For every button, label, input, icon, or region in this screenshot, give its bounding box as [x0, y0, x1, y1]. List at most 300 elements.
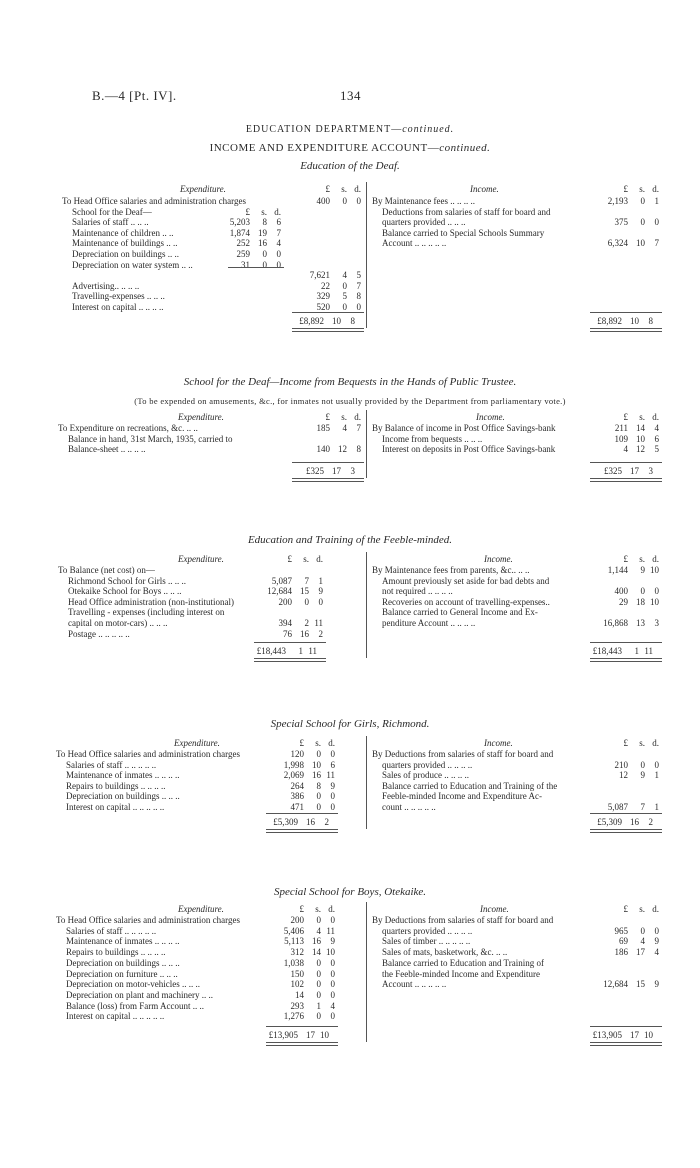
expenditure-amount-shillings: 0 — [304, 596, 309, 607]
income-amount-pounds: 210 — [614, 759, 628, 770]
income-amount-pence: 0 — [654, 925, 659, 936]
expenditure-total-pounds: £8,892 — [299, 316, 324, 326]
income-total-rule — [590, 1026, 662, 1027]
expenditure-amount-shillings: 14 — [312, 947, 321, 958]
expenditure-item: Richmond School for Girls .. .. .. — [68, 575, 186, 586]
income-heading: Income. — [484, 738, 513, 748]
department-continued: continued. — [402, 124, 455, 135]
income-amount-pence: 1 — [654, 770, 659, 781]
expenditure-amount-pounds: 140 — [316, 444, 330, 455]
expenditure-total-pence: 2 — [324, 817, 329, 827]
income-amount-shillings: 14 — [636, 423, 645, 433]
subtotal-amount — [216, 217, 281, 227]
income-amount-shillings: 10 — [636, 238, 645, 249]
subtotal-amount-pence: 4 — [276, 238, 281, 249]
expenditure-amount-pence: 0 — [318, 596, 323, 607]
income-amount-pence: 1 — [654, 802, 659, 812]
income-total-shillings: 17 — [630, 1030, 639, 1040]
expenditure-amount — [270, 1011, 335, 1021]
section-title: School for the Deaf—Income from Bequests in the Hands of Public Trustee. — [183, 376, 517, 388]
income-column-heads-pounds: £ — [623, 738, 628, 748]
income-column-heads-pence: d. — [652, 554, 659, 564]
expenditure-item: Maintenance of children .. .. — [72, 227, 174, 238]
expenditure-amount-pence: 0 — [330, 979, 335, 990]
income-item: Sales of timber .. .. .. .. .. — [382, 936, 471, 947]
expenditure-total-shillings: 17 — [332, 466, 341, 476]
expenditure-amount — [270, 781, 335, 791]
expenditure-column-heads-shillings: s. — [341, 184, 347, 194]
income-total-rule — [590, 312, 662, 313]
income-column-heads-pence: d. — [652, 184, 659, 194]
expenditure-amount-shillings: 0 — [316, 968, 321, 979]
expenditure-item: To Balance (net cost) on— — [58, 565, 155, 575]
income-item: Deductions from salaries of staff for board and — [382, 206, 551, 217]
income-total-double-rule — [590, 328, 662, 332]
expenditure-item: Repairs to buildings .. .. .. .. — [66, 780, 166, 791]
income-amount — [594, 947, 659, 957]
expenditure-amount-pounds: 264 — [290, 780, 304, 791]
expenditure-amount-pence: 7 — [356, 280, 361, 291]
expenditure-amount-pence: 6 — [330, 759, 335, 770]
income-amount — [594, 586, 659, 596]
income-column-heads-pence: d. — [652, 412, 659, 422]
subtotal-amount-pounds: 252 — [236, 238, 250, 249]
expenditure-amount — [270, 926, 335, 936]
income-total-shillings: 10 — [630, 316, 639, 326]
expenditure-amount — [296, 302, 361, 312]
income-amount-pence: 10 — [650, 596, 659, 607]
expenditure-item: Balance (loss) from Farm Account .. .. — [66, 1000, 204, 1011]
expenditure-total-double-rule — [292, 328, 364, 332]
income-item: Income from bequests .. .. .. — [382, 433, 483, 444]
expenditure-amount-pence: 8 — [356, 291, 361, 302]
expenditure-total-pence: 8 — [350, 316, 355, 326]
expenditure-item: Interest on capital .. .. .. .. .. — [66, 1011, 165, 1022]
expenditure-amount-pence: 10 — [326, 947, 335, 958]
income-item: not required .. .. .. .. — [382, 586, 453, 597]
income-amount-shillings: 15 — [636, 979, 645, 990]
expenditure-item: Interest on capital .. .. .. .. .. — [66, 802, 165, 812]
expenditure-amount-pence: 1 — [318, 575, 323, 586]
expenditure-amount-shillings: 7 — [304, 575, 309, 586]
income-item: By Deductions from salaries of staff for board and — [372, 749, 554, 759]
expenditure-total-shillings: 1 — [298, 646, 303, 656]
section-title: Special School for Boys, Otekaike. — [273, 886, 427, 898]
income-item: quarters provided .. .. .. .. — [382, 925, 473, 936]
income-item: Balance carried to Special Schools Summary — [382, 227, 545, 238]
income-item: Feeble-minded Income and Expenditure Ac- — [382, 791, 542, 802]
expenditure-amount-shillings: 4 — [342, 423, 347, 433]
expenditure-amount-pounds: 312 — [290, 947, 304, 958]
expenditure-amount-pence: 0 — [330, 989, 335, 1000]
subtotal-amount-shillings: 19 — [258, 227, 267, 238]
expenditure-item: Maintenance of buildings .. .. — [72, 238, 178, 249]
expenditure-total-shillings: 17 — [306, 1030, 315, 1040]
expenditure-column-heads-pounds: £ — [287, 554, 292, 564]
expenditure-total-pence: 11 — [308, 646, 317, 656]
section-title: Education of the Deaf. — [300, 160, 400, 172]
expenditure-column-heads-pounds: £ — [325, 412, 330, 422]
expenditure-total-rule — [266, 1026, 338, 1027]
expenditure-amount-pence: 0 — [330, 749, 335, 759]
income-item: Sales of mats, basketwork, &c. .. .. — [382, 947, 508, 958]
expenditure-item: Depreciation on buildings .. .. — [72, 249, 179, 259]
expenditure-item: Head Office administration (non-institutional) — [68, 596, 235, 607]
income-column-heads-shillings: s. — [639, 412, 645, 422]
income-total-pounds: £5,309 — [597, 817, 622, 827]
income-amount-shillings: 0 — [640, 217, 645, 228]
income-amount — [594, 434, 659, 444]
subtotal-amount-shillings: 0 — [262, 259, 267, 270]
expenditure-amount-pence: 0 — [330, 915, 335, 925]
expenditure-amount-shillings: 0 — [316, 915, 321, 925]
expenditure-amount — [270, 770, 335, 780]
expenditure-item: Repairs to buildings .. .. .. .. — [66, 947, 166, 958]
income-amount-pence: 10 — [650, 565, 659, 575]
income-column-heads-pounds: £ — [623, 412, 628, 422]
expenditure-amount-shillings: 0 — [316, 749, 321, 759]
income-amount-pounds: 12,684 — [603, 979, 628, 990]
expenditure-amount-shillings: 0 — [316, 989, 321, 1000]
income-amount-pounds: 16,868 — [603, 618, 628, 628]
page-reference: B.—4 [Pt. IV]. — [92, 88, 177, 103]
income-item: count .. .. .. .. .. — [382, 802, 436, 812]
page-number: 134 — [340, 88, 361, 103]
income-amount-pence: 4 — [654, 423, 659, 433]
expenditure-column-heads-pence: d. — [316, 554, 323, 564]
income-column-heads — [594, 412, 659, 422]
column-divider — [366, 182, 367, 328]
income-amount-pounds: 400 — [614, 586, 628, 597]
expenditure-item: Maintenance of inmates .. .. .. .. — [66, 770, 180, 781]
income-amount — [594, 802, 659, 812]
column-divider — [366, 552, 367, 658]
income-total-double-rule — [590, 1042, 662, 1046]
expenditure-amount-pounds: 471 — [290, 802, 304, 812]
expenditure-heading: Expenditure. — [178, 554, 224, 564]
income-item: quarters provided .. .. .. .. — [382, 759, 473, 770]
expenditure-item: Depreciation on buildings .. .. .. — [66, 791, 180, 802]
column-divider — [366, 736, 367, 829]
department-title: EDUCATION DEPARTMENT— — [245, 124, 403, 135]
subcolumn-heads-shillings: s. — [261, 206, 267, 217]
income-amount — [594, 217, 659, 227]
expenditure-column-heads-pence: d. — [328, 738, 335, 748]
expenditure-amount-shillings: 16 — [312, 936, 321, 947]
income-amount-pence: 0 — [654, 217, 659, 228]
expenditure-amount-shillings: 2 — [304, 618, 309, 628]
expenditure-amount — [296, 444, 361, 454]
expenditure-amount-shillings: 0 — [342, 302, 347, 312]
income-amount — [594, 936, 659, 946]
expenditure-amount — [270, 915, 335, 925]
expenditure-item: Depreciation on buildings .. .. .. — [66, 957, 180, 968]
expenditure-column-heads-pounds: £ — [299, 738, 304, 748]
income-amount — [594, 238, 659, 248]
expenditure-item: Balance-sheet .. .. .. .. — [68, 444, 146, 455]
income-amount-shillings: 12 — [636, 444, 645, 455]
expenditure-total-double-rule — [254, 658, 326, 662]
income-amount-shillings: 7 — [640, 802, 645, 812]
expenditure-amount-pence: 11 — [314, 618, 323, 628]
expenditure-total — [290, 316, 355, 326]
expenditure-amount-shillings: 0 — [316, 802, 321, 812]
expenditure-amount — [270, 760, 335, 770]
expenditure-amount — [258, 629, 323, 639]
income-total — [588, 466, 653, 476]
subtotal-amount-shillings: 8 — [262, 217, 267, 228]
subtotal-rule — [228, 267, 284, 268]
expenditure-amount — [270, 791, 335, 801]
expenditure-item: Salaries of staff .. .. .. .. .. — [66, 925, 157, 936]
expenditure-item: School for the Deaf— — [72, 206, 152, 217]
income-total-pence: 11 — [644, 646, 653, 656]
expenditure-amount-pence: 8 — [356, 444, 361, 455]
expenditure-amount-pence: 9 — [330, 780, 335, 791]
income-item: Account .. .. .. .. .. — [382, 238, 447, 249]
expenditure-amount-pounds: 394 — [278, 618, 292, 628]
income-item: Recoveries on account of travelling-expenses.. — [382, 596, 550, 607]
expenditure-amount-pounds: 1,998 — [283, 759, 304, 770]
expenditure-item: Maintenance of inmates .. .. .. .. — [66, 936, 180, 947]
expenditure-total-shillings: 10 — [332, 316, 341, 326]
income-item: By Maintenance fees .. .. .. .. — [372, 196, 475, 206]
subtotal-amount-pence: 0 — [276, 259, 281, 270]
expenditure-amount-pounds: 5,087 — [271, 575, 292, 586]
income-heading: Income. — [480, 904, 509, 914]
expenditure-amount — [270, 947, 335, 957]
income-amount — [594, 444, 659, 454]
income-total-pence: 2 — [648, 817, 653, 827]
income-total-rule — [590, 642, 662, 643]
income-amount-pounds: 5,087 — [607, 802, 628, 812]
expenditure-item: Depreciation on plant and machinery .. .. — [66, 989, 213, 1000]
expenditure-amount-pounds: 2,069 — [283, 770, 304, 781]
subtotal-amount-pounds: 31 — [241, 259, 250, 270]
expenditure-amount-pounds: 200 — [290, 915, 304, 925]
income-amount-pounds: 12 — [619, 770, 628, 781]
income-amount — [594, 926, 659, 936]
income-amount — [594, 423, 659, 433]
expenditure-amount-pence: 0 — [356, 302, 361, 312]
income-amount-pence: 9 — [654, 979, 659, 990]
income-column-heads-pounds: £ — [623, 904, 628, 914]
subcolumn-heads — [216, 207, 281, 217]
expenditure-column-heads-pence: d. — [354, 412, 361, 422]
income-item: penditure Account .. .. .. .. — [382, 618, 476, 628]
expenditure-amount-pounds: 520 — [316, 302, 330, 312]
income-amount-pounds: 186 — [614, 947, 628, 958]
income-amount-pence: 6 — [654, 433, 659, 444]
expenditure-item: To Head Office salaries and administration charges — [62, 196, 246, 206]
income-total — [588, 646, 653, 656]
expenditure-item: To Expenditure on recreations, &c. .. .. — [58, 423, 198, 433]
expenditure-total-pounds: £325 — [306, 466, 324, 476]
income-amount-shillings: 0 — [640, 759, 645, 770]
income-column-heads-pounds: £ — [623, 184, 628, 194]
income-item: Interest on deposits in Post Office Savings-bank — [382, 444, 556, 455]
expenditure-amount-pounds: 1,038 — [283, 957, 304, 968]
income-amount-pounds: 6,324 — [607, 238, 628, 249]
subtotal-amount — [216, 228, 281, 238]
expenditure-total-double-rule — [292, 478, 364, 482]
expenditure-column-heads-shillings: s. — [315, 904, 321, 914]
subtotal-amount — [216, 249, 281, 259]
income-amount — [594, 770, 659, 780]
income-column-heads-pounds: £ — [623, 554, 628, 564]
expenditure-total-pence: 3 — [350, 466, 355, 476]
expenditure-amount-shillings: 0 — [316, 979, 321, 990]
income-amount-shillings: 13 — [636, 618, 645, 628]
income-total-pence: 10 — [644, 1030, 653, 1040]
section-title: Education and Training of the Feeble-minded. — [247, 534, 453, 546]
expenditure-amount — [270, 979, 335, 989]
expenditure-total-pounds: £18,443 — [256, 646, 286, 656]
subtotal-amount-shillings: 16 — [258, 238, 267, 249]
expenditure-amount-shillings: 4 — [316, 925, 321, 936]
income-amount-pounds: 69 — [619, 936, 628, 947]
expenditure-total — [252, 646, 317, 656]
income-amount-pence: 0 — [654, 586, 659, 597]
expenditure-amount — [270, 802, 335, 812]
expenditure-amount — [270, 958, 335, 968]
expenditure-amount — [270, 990, 335, 1000]
subtotal-amount-pounds: 5,203 — [229, 217, 250, 228]
expenditure-amount — [296, 270, 361, 280]
expenditure-column-heads-pounds: £ — [299, 904, 304, 914]
income-amount-shillings: 10 — [636, 433, 645, 444]
expenditure-total-pence: 10 — [320, 1030, 329, 1040]
income-amount-shillings: 9 — [640, 770, 645, 781]
income-heading: Income. — [476, 412, 505, 422]
income-amount-shillings: 0 — [640, 196, 645, 206]
income-column-heads-shillings: s. — [639, 738, 645, 748]
income-amount-pence: 4 — [654, 947, 659, 958]
expenditure-amount-pounds: 22 — [321, 280, 330, 291]
income-column-heads — [594, 554, 659, 564]
income-amount — [594, 760, 659, 770]
income-amount-pence: 3 — [654, 618, 659, 628]
expenditure-item: capital on motor-cars) .. .. .. — [68, 618, 168, 628]
expenditure-total — [290, 466, 355, 476]
expenditure-total-rule — [292, 462, 364, 463]
expenditure-amount-pence: 0 — [330, 1011, 335, 1022]
expenditure-heading: Expenditure. — [174, 738, 220, 748]
expenditure-amount — [270, 1001, 335, 1011]
expenditure-amount-pounds: 76 — [283, 628, 292, 639]
income-amount-pounds: 29 — [619, 596, 628, 607]
subtotal-amount-pence: 0 — [276, 249, 281, 259]
income-total-pounds: £325 — [604, 466, 622, 476]
income-column-heads — [594, 904, 659, 914]
income-total-rule — [590, 462, 662, 463]
expenditure-amount — [258, 618, 323, 628]
expenditure-amount-shillings: 0 — [316, 957, 321, 968]
expenditure-amount-pence: 4 — [330, 1000, 335, 1011]
expenditure-amount — [270, 936, 335, 946]
expenditure-amount-shillings: 16 — [300, 628, 309, 639]
income-heading: Income. — [470, 184, 499, 194]
subtotal-amount — [216, 238, 281, 248]
expenditure-amount-shillings: 10 — [312, 759, 321, 770]
income-item: the Feeble-minded Income and Expenditure — [382, 968, 540, 979]
expenditure-column-heads — [296, 412, 361, 422]
income-item: Balance carried to Education and Training of the — [382, 780, 558, 791]
income-total-pence: 3 — [648, 466, 653, 476]
income-item: By Deductions from salaries of staff for board and — [372, 915, 554, 925]
expenditure-item: Travelling-expenses .. .. .. — [72, 291, 165, 302]
income-item: Amount previously set aside for bad debts and — [382, 575, 550, 586]
subtotal-amount-pounds: 1,874 — [229, 227, 250, 238]
income-column-heads — [594, 738, 659, 748]
income-total — [588, 817, 653, 827]
expenditure-column-heads-pence: d. — [328, 904, 335, 914]
account-continued: continued. — [439, 142, 491, 154]
expenditure-item: To Head Office salaries and administration charges — [56, 915, 240, 925]
expenditure-heading: Expenditure. — [180, 184, 226, 194]
income-total-double-rule — [590, 829, 662, 833]
expenditure-item: Travelling - expenses (including interest on — [68, 607, 225, 618]
expenditure-amount-pence: 0 — [330, 968, 335, 979]
income-amount-shillings: 0 — [640, 586, 645, 597]
income-amount-pounds: 375 — [614, 217, 628, 228]
expenditure-amount-pence: 0 — [330, 791, 335, 802]
income-column-heads-pence: d. — [652, 904, 659, 914]
income-amount-pence: 0 — [654, 759, 659, 770]
expenditure-amount-pounds: 102 — [290, 979, 304, 990]
expenditure-item: Salaries of staff .. .. .. .. .. — [66, 759, 157, 770]
expenditure-amount — [296, 196, 361, 206]
income-amount-pounds: 965 — [614, 925, 628, 936]
expenditure-total-shillings: 16 — [306, 817, 315, 827]
expenditure-amount-shillings: 16 — [312, 770, 321, 781]
expenditure-amount-pounds: 293 — [290, 1000, 304, 1011]
income-amount — [594, 618, 659, 628]
expenditure-item: Interest on capital .. .. .. .. — [72, 302, 164, 312]
income-amount-pounds: 109 — [614, 433, 628, 444]
income-total-shillings: 17 — [630, 466, 639, 476]
expenditure-amount — [258, 576, 323, 586]
expenditure-amount-pence: 11 — [326, 770, 335, 781]
expenditure-column-heads-pounds: £ — [325, 184, 330, 194]
expenditure-amount-pounds: 400 — [316, 196, 330, 206]
expenditure-amount — [258, 586, 323, 596]
expenditure-amount-pounds: 329 — [316, 291, 330, 302]
income-amount-pounds: 4 — [623, 444, 628, 455]
expenditure-amount-pence: 9 — [330, 936, 335, 947]
expenditure-amount-pounds: 150 — [290, 968, 304, 979]
expenditure-amount — [296, 281, 361, 291]
subtotal-amount-shillings: 0 — [262, 249, 267, 259]
expenditure-amount-shillings: 4 — [342, 270, 347, 281]
expenditure-column-heads-shillings: s. — [303, 554, 309, 564]
income-total-pence: 8 — [648, 316, 653, 326]
expenditure-total — [264, 817, 329, 827]
expenditure-total-rule — [292, 312, 364, 313]
expenditure-amount-pounds: 120 — [290, 749, 304, 759]
income-total — [588, 316, 653, 326]
income-amount-pounds: 211 — [614, 423, 628, 433]
expenditure-amount-pounds: 5,113 — [284, 936, 304, 947]
subtotal-amount-pence: 6 — [276, 217, 281, 228]
expenditure-amount — [296, 423, 361, 433]
income-item: By Maintenance fees from parents, &c.. .. .. — [372, 565, 530, 575]
expenditure-amount-shillings: 15 — [300, 586, 309, 597]
income-total-pounds: £8,892 — [597, 316, 622, 326]
expenditure-total-rule — [266, 813, 338, 814]
subcolumn-heads-pence: d. — [274, 206, 281, 217]
income-item: Balance carried to General Income and Ex- — [382, 607, 538, 618]
